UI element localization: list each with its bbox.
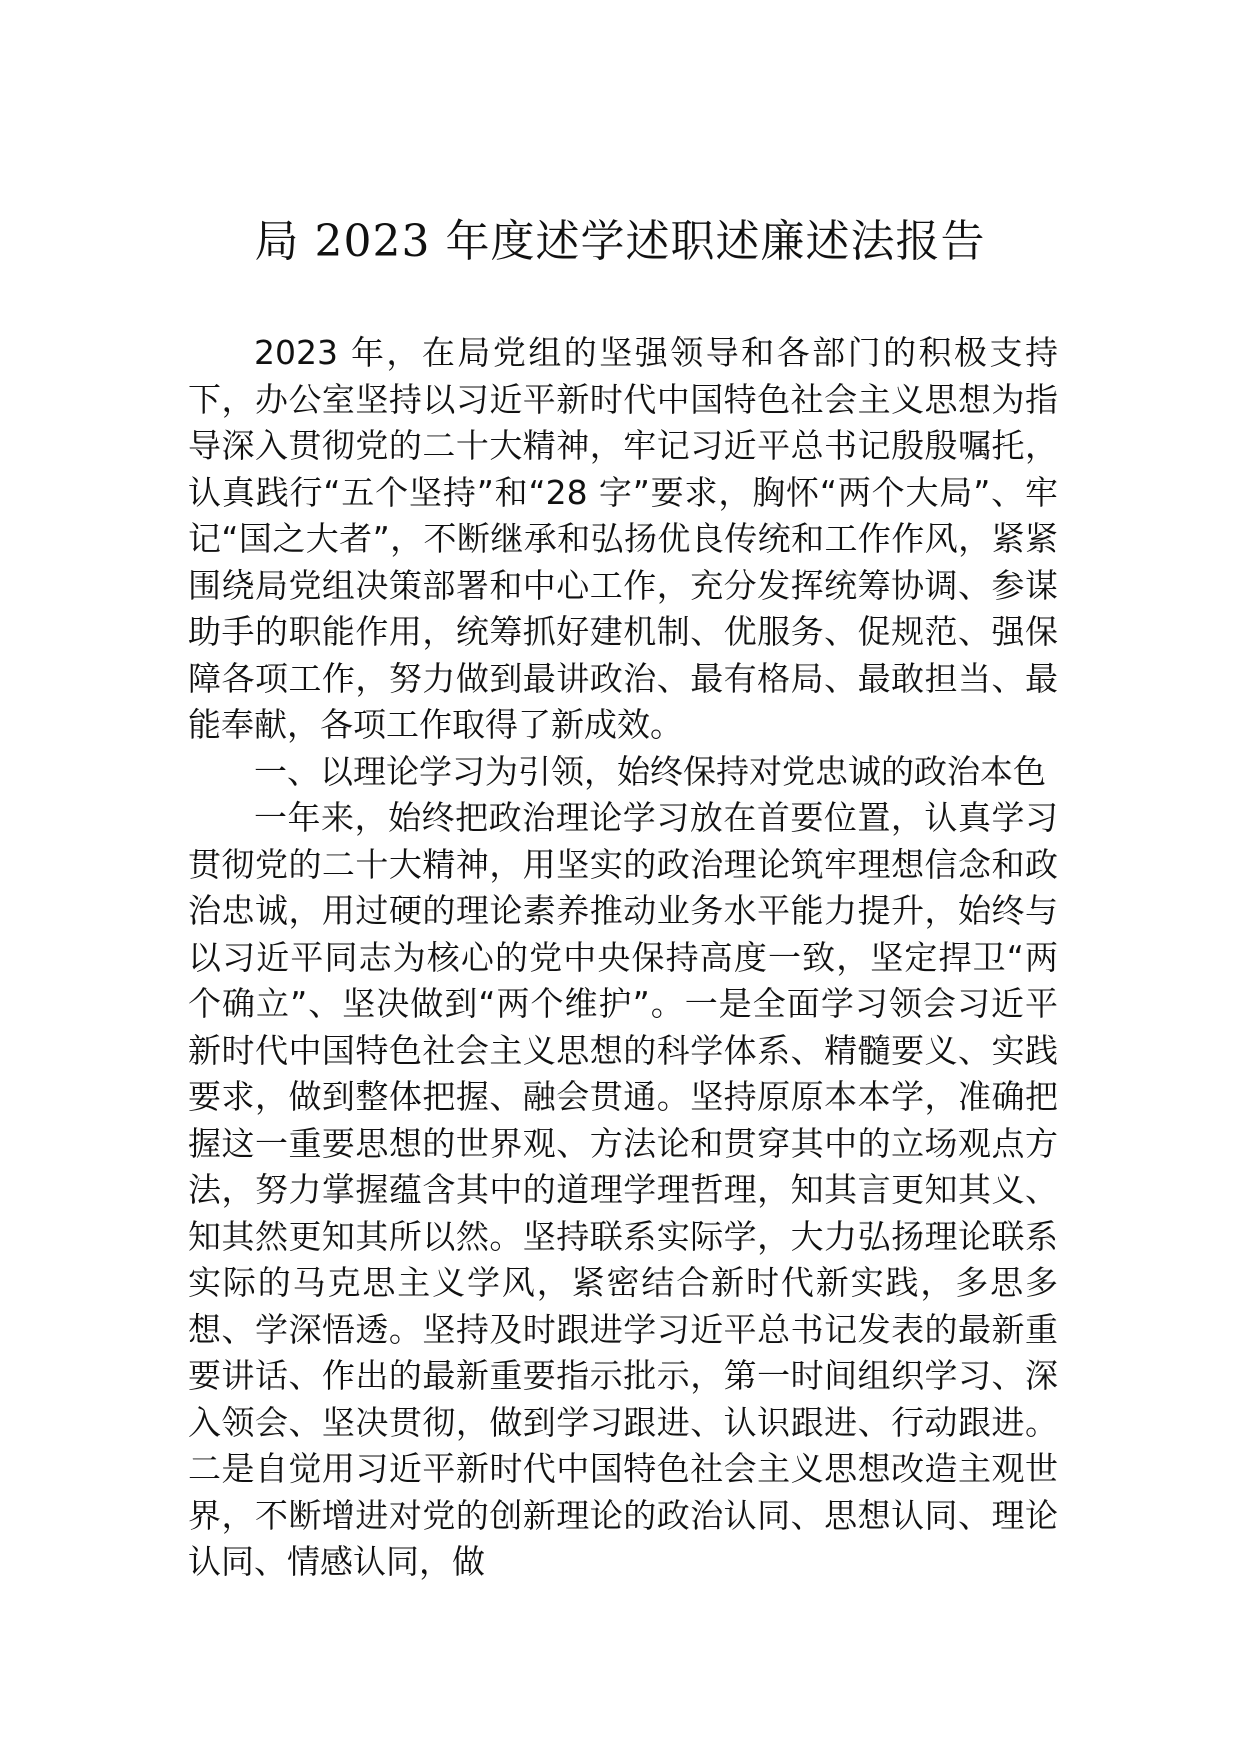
document-body bbox=[188, 330, 1058, 1586]
section-1-paragraph: 一年来，始终把政治理论学习放在首要位置，认真学习贯彻党的二十大精神，用坚实的政治理论筑牢理想信念和政治忠诚，用过硬的理论素养推动业务水平能力提升，始终与以习近平同志为核心的党中央保持高度一致，坚定捍卫“两个确立”、坚决做到“两个维护”。一是全面学习领会习近平新时代中国特色社会主义思想的科学体系、精髓要义、实践要求，做到整体把握、融会贯通。坚持原原本本学，准确把握这一重要思想的世界观、方法论和贯穿其中的立场观点方法，努力掌握蕴含其中的道理学理哲理，知其言更知其义、知其然更知其所以然。坚持联系实际学，大力弘扬理论联系实际的马克思主义学风，紧密结合新时代新实践，多思多想、学深悟透。坚持及时跟进学习近平总书记发表的最新重要讲话、作出的最新重要指示批示，第一时间组织学习、深入领会、坚决贯彻，做到学习跟进、认识跟进、行动跟进。二是自觉用习近平新时代中国特色社会主义思想改造主观世界，不断增进对党的创新理论的政治认同、思想认同、理论认同、情感认同，做 bbox=[188, 798, 1058, 1581]
section-heading-1: 一、以理论学习为引领，始终保持对党忠诚的政治本色 bbox=[254, 751, 1046, 791]
intro-paragraph: 2023 年，在局党组的坚强领导和各部门的积极支持下，办公室坚持以习近平新时代中国特色社会主义思想为指导深入贯彻党的二十大精神，牢记习近平总书记殷殷嘱托，认真践行“五个坚持”和“28 字”要求，胸怀“两个大局”、牢记“国之大者”，不断继承和弘扬优良传统和工作作风，紧紧围绕局党组决策部署和中心工作，充分发挥统筹协调、参谋助手的职能作用，统筹抓好建机制、优服务、促规范、强保障各项工作，努力做到最讲政治、最有格局、最敢担当、最能奉献，各项工作取得了新成效。 bbox=[188, 333, 1058, 744]
document-title: 局 2023 年度述学述职述廉述法报告 bbox=[254, 216, 986, 267]
